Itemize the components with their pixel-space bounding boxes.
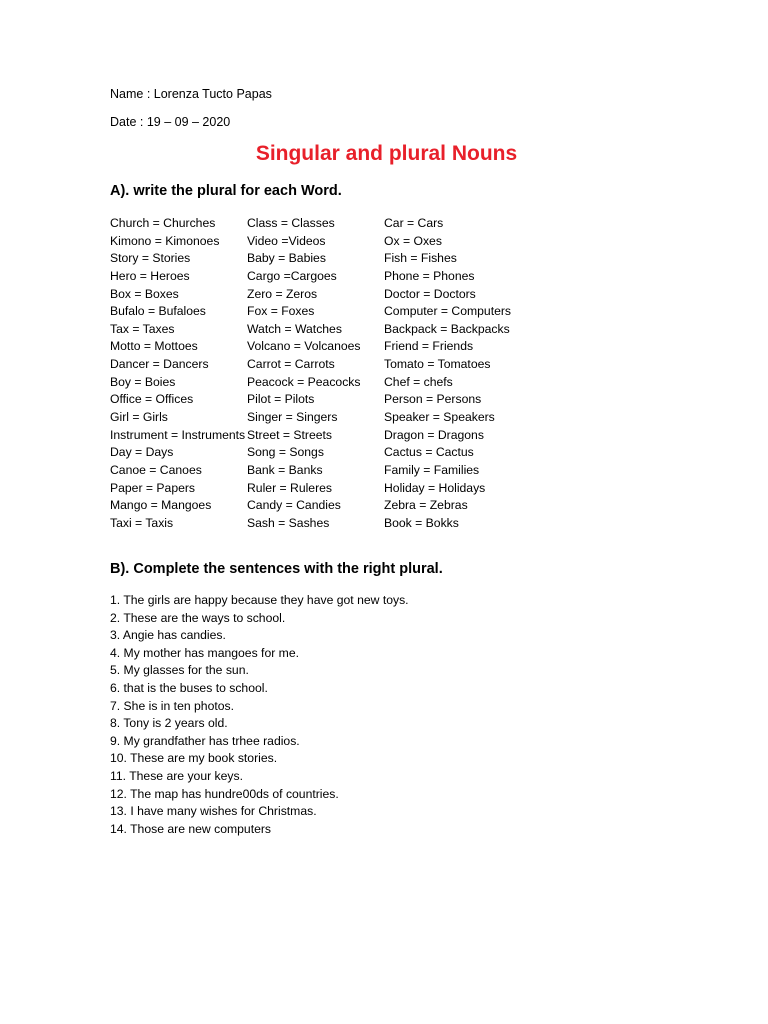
worksheet-date: Date : 19 – 09 – 2020 xyxy=(110,115,231,129)
word-pair: Taxi = Taxis xyxy=(110,515,174,530)
word-pair: Church = Churches xyxy=(110,216,216,230)
word-pair: Candy = Candies xyxy=(247,498,341,513)
word-row xyxy=(110,480,570,498)
sentence-item: 2. These are the ways to school. xyxy=(110,610,286,625)
word-row xyxy=(110,338,570,356)
sentence-item: 9. My grandfather has trhee radios. xyxy=(110,733,300,748)
word-pair: Holiday = Holidays xyxy=(384,480,486,495)
sentence-item: 11. These are your keys. xyxy=(110,768,244,783)
word-pair: Speaker = Speakers xyxy=(384,410,495,425)
student-name: Name : Lorenza Tucto Papas xyxy=(110,87,272,101)
word-pair: Pilot = Pilots xyxy=(247,392,315,407)
word-pair: Paper = Papers xyxy=(110,480,196,495)
sentence-item: 10. These are my book stories. xyxy=(110,751,278,766)
word-pair: Bufalo = Bufaloes xyxy=(110,304,206,319)
section-a-heading: A). write the plural for each Word. xyxy=(110,183,342,199)
word-pair: Friend = Friends xyxy=(384,339,474,354)
word-pair: Sash = Sashes xyxy=(247,515,330,530)
word-row xyxy=(110,409,570,427)
word-pair: Computer = Computers xyxy=(384,304,512,319)
word-pair: Baby = Babies xyxy=(247,251,326,266)
word-row xyxy=(110,250,570,268)
word-row xyxy=(110,303,570,321)
section-b-heading: B). Complete the sentences with the right plural. xyxy=(110,561,443,577)
sentence-item: 14. Those are new computers xyxy=(110,821,272,836)
word-pair: Cactus = Cactus xyxy=(384,445,474,460)
word-pair: Kimono = Kimonoes xyxy=(110,233,220,248)
word-row xyxy=(110,374,570,392)
word-pair: Ox = Oxes xyxy=(384,233,442,248)
word-pair: Carrot = Carrots xyxy=(247,357,335,372)
word-pair: Fox = Foxes xyxy=(247,304,315,319)
word-pair: Tomato = Tomatoes xyxy=(384,357,491,372)
sentence-list xyxy=(110,592,409,838)
word-pair: Zebra = Zebras xyxy=(384,498,468,513)
word-pair: Video =Videos xyxy=(247,233,326,248)
word-row xyxy=(110,286,570,304)
sentence-item: 12. The map has hundre00ds of countries. xyxy=(110,786,339,801)
plural-word-grid xyxy=(110,215,570,533)
word-pair: Chef = chefs xyxy=(384,374,453,389)
word-pair: Zero = Zeros xyxy=(247,286,318,301)
sentence-item: 3. Angie has candies. xyxy=(110,628,226,643)
word-row xyxy=(110,391,570,409)
word-pair: Person = Persons xyxy=(384,392,482,407)
word-pair: Canoe = Canoes xyxy=(110,462,202,477)
word-pair: Backpack = Backpacks xyxy=(384,321,510,336)
word-pair: Singer = Singers xyxy=(247,410,338,425)
word-row xyxy=(110,444,570,462)
word-row xyxy=(110,233,570,251)
word-pair: Office = Offices xyxy=(110,392,194,407)
word-pair: Bank = Banks xyxy=(247,462,323,477)
word-pair: Cargo =Cargoes xyxy=(247,268,337,283)
word-pair: Phone = Phones xyxy=(384,268,475,283)
word-pair: Mango = Mangoes xyxy=(110,498,212,513)
word-pair: Class = Classes xyxy=(247,216,335,230)
sentence-item: 7. She is in ten photos. xyxy=(110,698,234,713)
word-pair: Girl = Girls xyxy=(110,410,168,425)
sentence-item: 1. The girls are happy because they have got new toys. xyxy=(110,593,409,607)
word-pair: Watch = Watches xyxy=(247,321,342,336)
word-pair: Dancer = Dancers xyxy=(110,357,209,372)
word-pair: Volcano = Volcanoes xyxy=(247,339,361,354)
word-pair: Story = Stories xyxy=(110,251,191,266)
word-row xyxy=(110,215,570,233)
sentence-item: 13. I have many wishes for Christmas. xyxy=(110,804,317,819)
word-pair: Instrument = Instruments xyxy=(110,427,246,442)
word-pair: Hero = Heroes xyxy=(110,268,190,283)
word-pair: Boy = Boies xyxy=(110,374,176,389)
sentence-item: 5. My glasses for the sun. xyxy=(110,663,249,678)
word-pair: Peacock = Peacocks xyxy=(247,374,361,389)
word-pair: Dragon = Dragons xyxy=(384,427,484,442)
word-row xyxy=(110,356,570,374)
word-pair: Box = Boxes xyxy=(110,286,179,301)
sentence-item: 6. that is the buses to school. xyxy=(110,680,268,695)
word-pair: Song = Songs xyxy=(247,445,324,460)
sentence-item: 8. Tony is 2 years old. xyxy=(110,716,228,731)
word-pair: Doctor = Doctors xyxy=(384,286,476,301)
word-pair: Street = Streets xyxy=(247,427,333,442)
word-pair: Family = Families xyxy=(384,462,480,477)
word-pair: Tax = Taxes xyxy=(110,321,175,336)
word-pair: Fish = Fishes xyxy=(384,251,457,266)
word-pair: Motto = Mottoes xyxy=(110,339,198,354)
word-pair: Book = Bokks xyxy=(384,515,459,530)
page-title: Singular and plural Nouns xyxy=(255,142,518,165)
word-pair: Ruler = Ruleres xyxy=(247,480,333,495)
word-row xyxy=(110,427,570,445)
sentence-item: 4. My mother has mangoes for me. xyxy=(110,645,299,660)
word-row xyxy=(110,462,570,480)
word-row xyxy=(110,321,570,339)
word-row xyxy=(110,268,570,286)
word-pair: Day = Days xyxy=(110,445,174,460)
word-pair: Car = Cars xyxy=(384,216,444,230)
word-row xyxy=(110,497,570,515)
word-row xyxy=(110,515,570,533)
